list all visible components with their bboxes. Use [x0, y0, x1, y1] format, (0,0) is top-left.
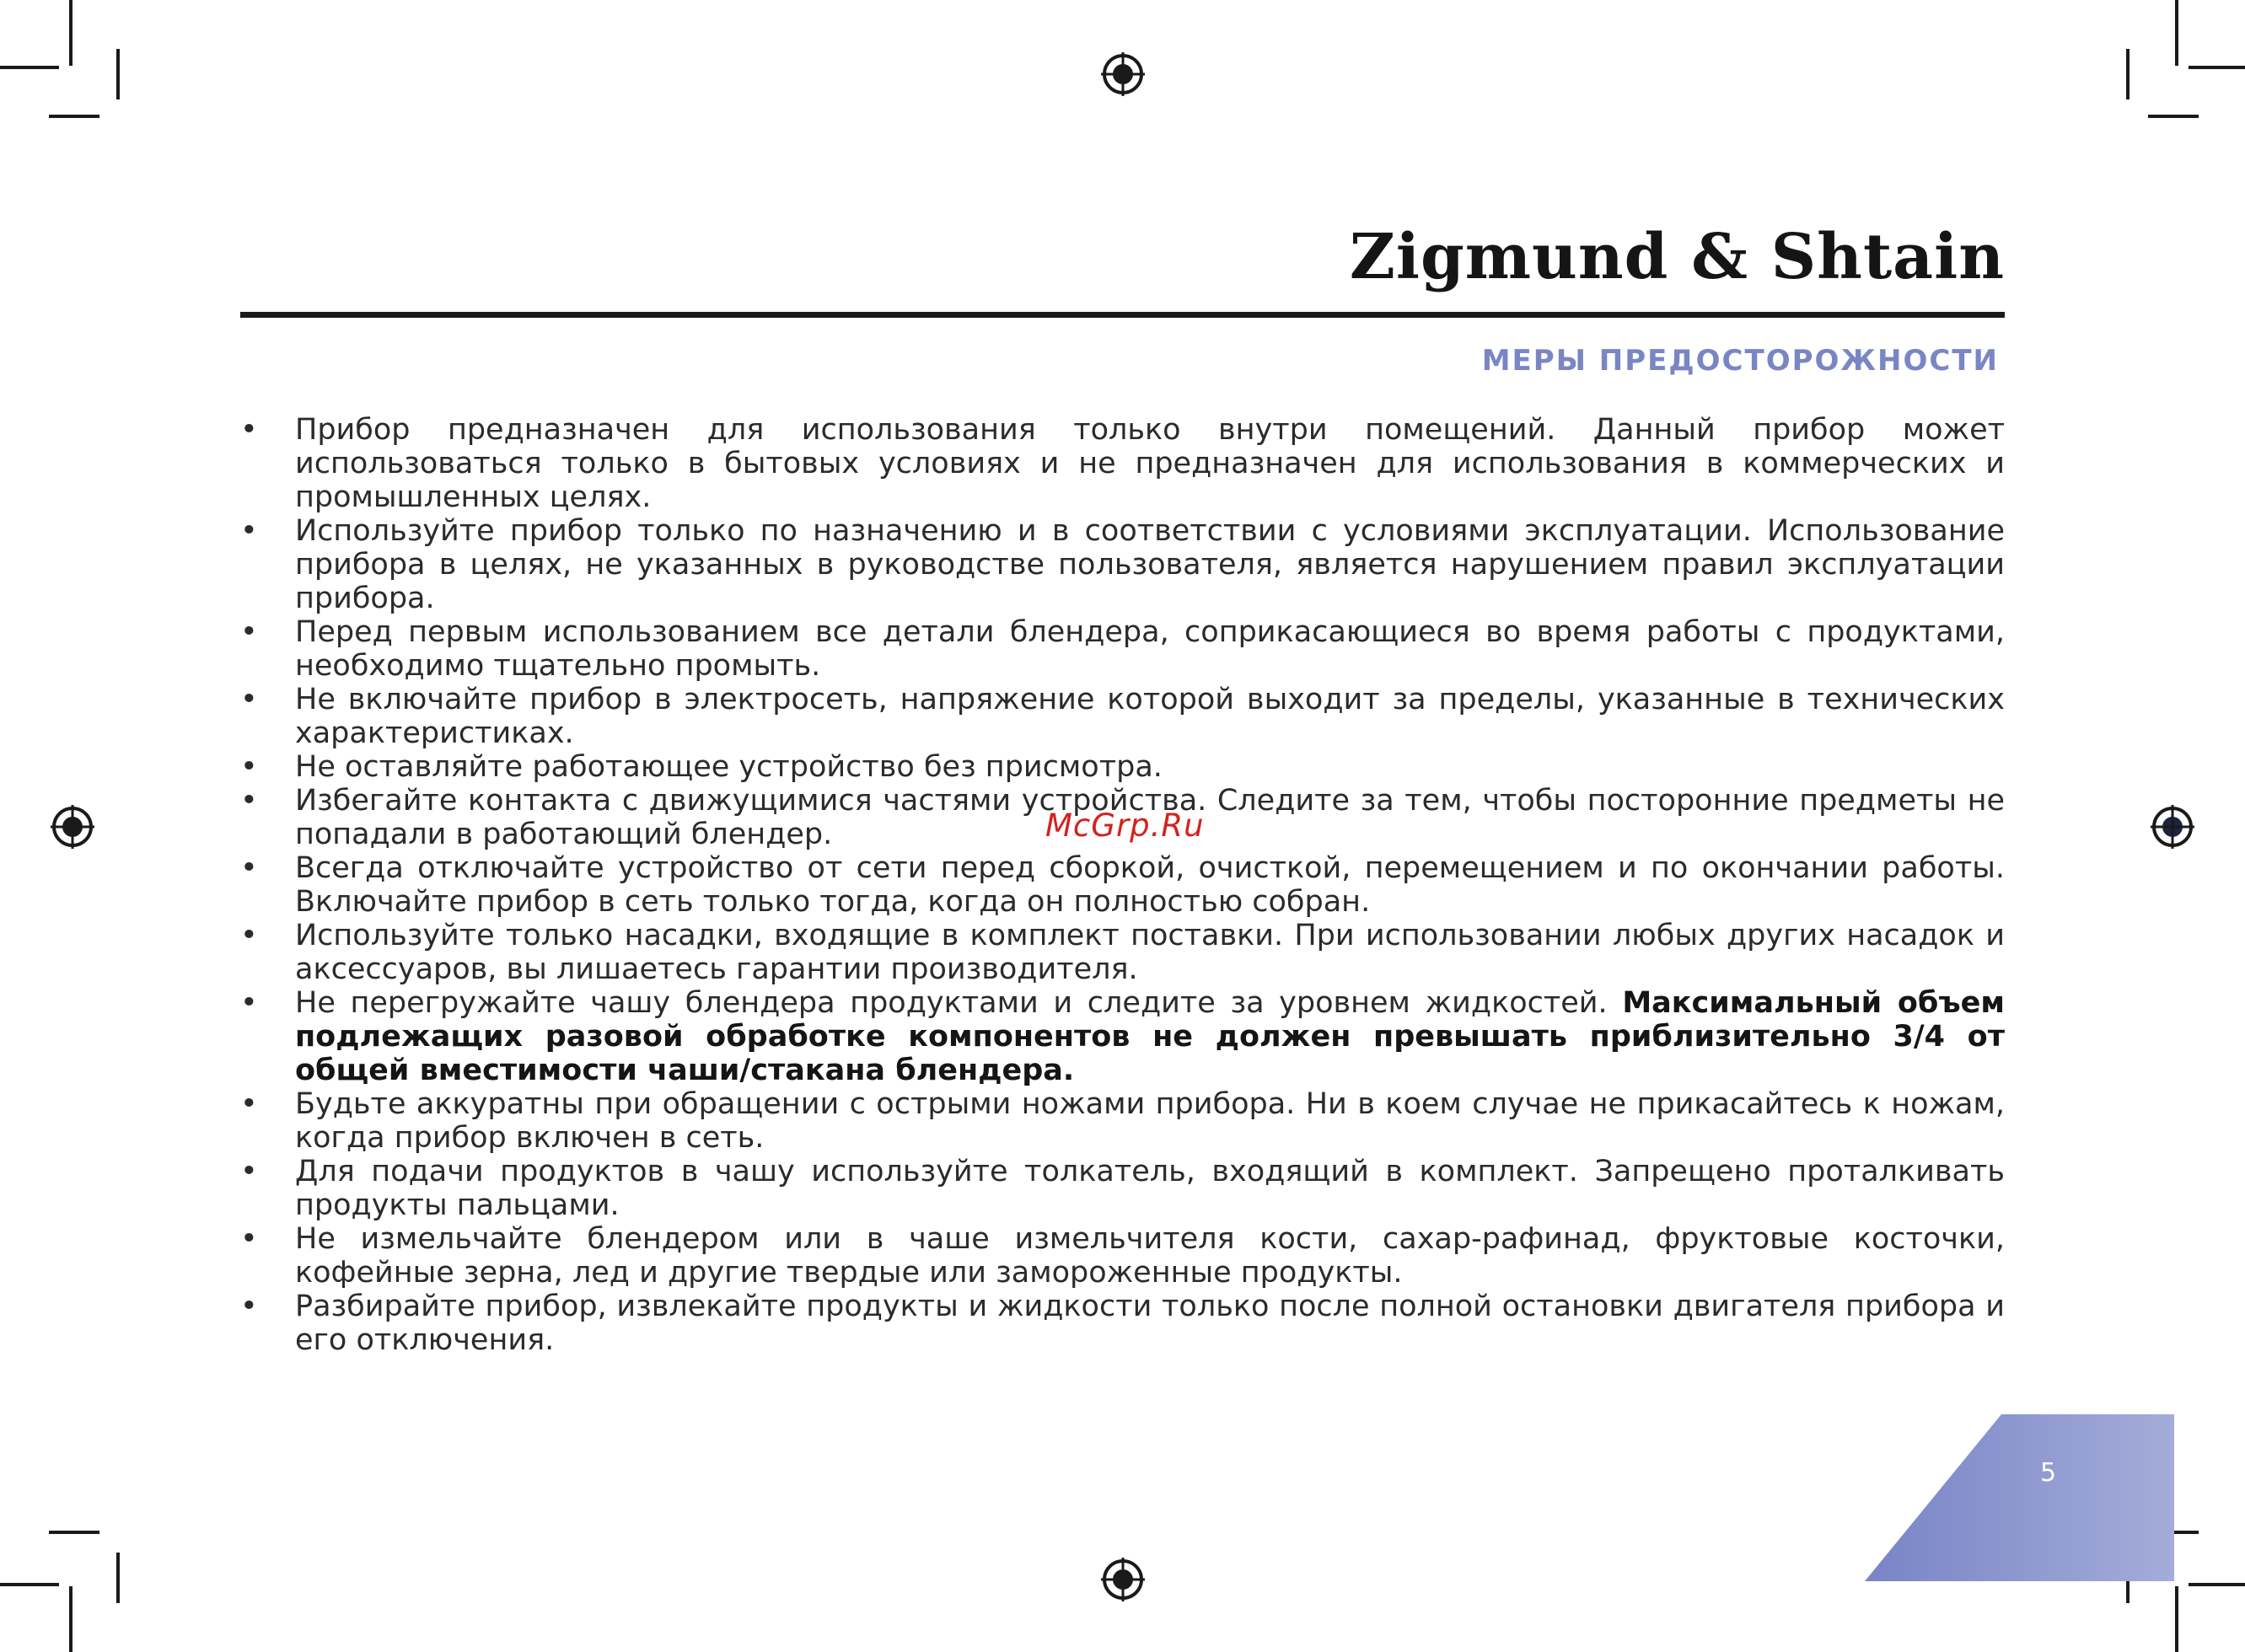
list-item-text: Используйте прибор только по назначению и в соответствии с условиями эксплуатации. Использование прибора в целях, не указанных в руководстве пользователя, является нарушением правил эксплуатации прибора. [295, 514, 2005, 615]
bullet-icon: • [240, 919, 258, 952]
list-item [240, 919, 2005, 986]
list-item [240, 1087, 2005, 1155]
list-item-text: Не перегружайте чашу блендера продуктами и следите за уровнем жидкостей. [295, 986, 1608, 1020]
list-item-text: Не измельчайте блендером или в чаше измельчителя кости, сахар-рафинад, фруктовые косточки, кофейные зерна, лед и другие твердые или замороженные продукты. [295, 1222, 2005, 1290]
bullet-icon: • [240, 514, 258, 548]
page-number-tab [1865, 1414, 2174, 1581]
crop-mark [0, 1583, 59, 1586]
list-item [240, 413, 2005, 514]
bullet-icon: • [240, 851, 258, 885]
precautions-list [240, 413, 2005, 1357]
list-item-emphasis: Максимальный объем подлежащих разовой обработке компонентов не должен превышать приблизительно 3/4 от общей вместимости чаши/стакана блендера. [295, 986, 2005, 1087]
brand-logo: Zigmund & Shtain [1349, 221, 2005, 293]
list-item [240, 615, 2005, 683]
list-item-text: Избегайте контакта с движущимися частями устройства. Следите за тем, чтобы посторонние предметы не попадали в работающий блендер. [295, 784, 2005, 851]
list-item [240, 1222, 2005, 1290]
crop-mark [49, 115, 99, 118]
list-item [240, 514, 2005, 615]
crop-mark [2175, 1586, 2178, 1652]
crop-mark [69, 1586, 73, 1652]
bullet-icon: • [240, 1155, 258, 1188]
crop-mark [116, 49, 120, 99]
crop-mark [2148, 115, 2199, 118]
bullet-icon: • [240, 615, 258, 649]
bullet-icon: • [240, 1290, 258, 1323]
page-number: 5 [2040, 1458, 2057, 1488]
list-item [240, 1290, 2005, 1357]
crop-mark [2175, 0, 2178, 66]
crop-mark [2126, 49, 2130, 99]
crop-mark [2189, 66, 2245, 69]
bullet-icon: • [240, 986, 258, 1020]
list-item-text: Разбирайте прибор, извлекайте продукты и жидкости только после полной остановки двигателя прибора и его отключения. [295, 1290, 2005, 1357]
crop-mark [49, 1531, 99, 1534]
list-item [240, 851, 2005, 919]
bullet-icon: • [240, 1087, 258, 1121]
crop-mark [69, 0, 73, 66]
list-item-text: Не оставляйте работающее устройство без присмотра. [295, 750, 1163, 784]
list-item-text: Всегда отключайте устройство от сети перед сборкой, очисткой, перемещением и по окончании работы. Включайте прибор в сеть только тогда, когда он полностью собран. [295, 851, 2005, 919]
list-item [240, 1155, 2005, 1222]
header-divider [240, 312, 2005, 318]
list-item [240, 683, 2005, 750]
list-item-text: Будьте аккуратны при обращении с острыми ножами прибора. Ни в коем случае не прикасайтесь к ножам, когда прибор включен в сеть. [295, 1087, 2005, 1155]
list-item-text: Прибор предназначен для использования только внутри помещений. Данный прибор может использоваться только в бытовых условиях и не предназначен для использования в коммерческих и промышленных целях. [295, 413, 2005, 514]
list-item-text: Используйте только насадки, входящие в комплект поставки. При использовании любых других насадок и аксессуаров, вы лишаетесь гарантии производителя. [295, 919, 2005, 986]
list-item-text: Перед первым использованием все детали блендера, соприкасающиеся во время работы с продуктами, необходимо тщательно промыть. [295, 615, 2005, 683]
list-item [240, 986, 2005, 1087]
list-item-text: Не включайте прибор в электросеть, напряжение которой выходит за пределы, указанные в технических характеристиках. [295, 683, 2005, 750]
bullet-icon: • [240, 1222, 258, 1256]
bullet-icon: • [240, 683, 258, 716]
section-title: МЕРЫ ПРЕДОСТОРОЖНОСТИ [1481, 344, 1999, 378]
registration-mark-icon [2151, 805, 2194, 849]
bullet-icon: • [240, 750, 258, 784]
list-item [240, 750, 2005, 784]
registration-mark-icon [51, 805, 94, 849]
crop-mark [2189, 1583, 2245, 1586]
watermark: McGrp.Ru [1045, 807, 1205, 844]
registration-mark-icon [1101, 1558, 1145, 1601]
crop-mark [116, 1553, 120, 1603]
bullet-icon: • [240, 413, 258, 447]
bullet-icon: • [240, 784, 258, 818]
crop-mark [0, 66, 59, 69]
list-item-text: Для подачи продуктов в чашу используйте толкатель, входящий в комплект. Запрещено проталкивать продукты пальцами. [295, 1155, 2005, 1222]
registration-mark-icon [1101, 52, 1145, 96]
